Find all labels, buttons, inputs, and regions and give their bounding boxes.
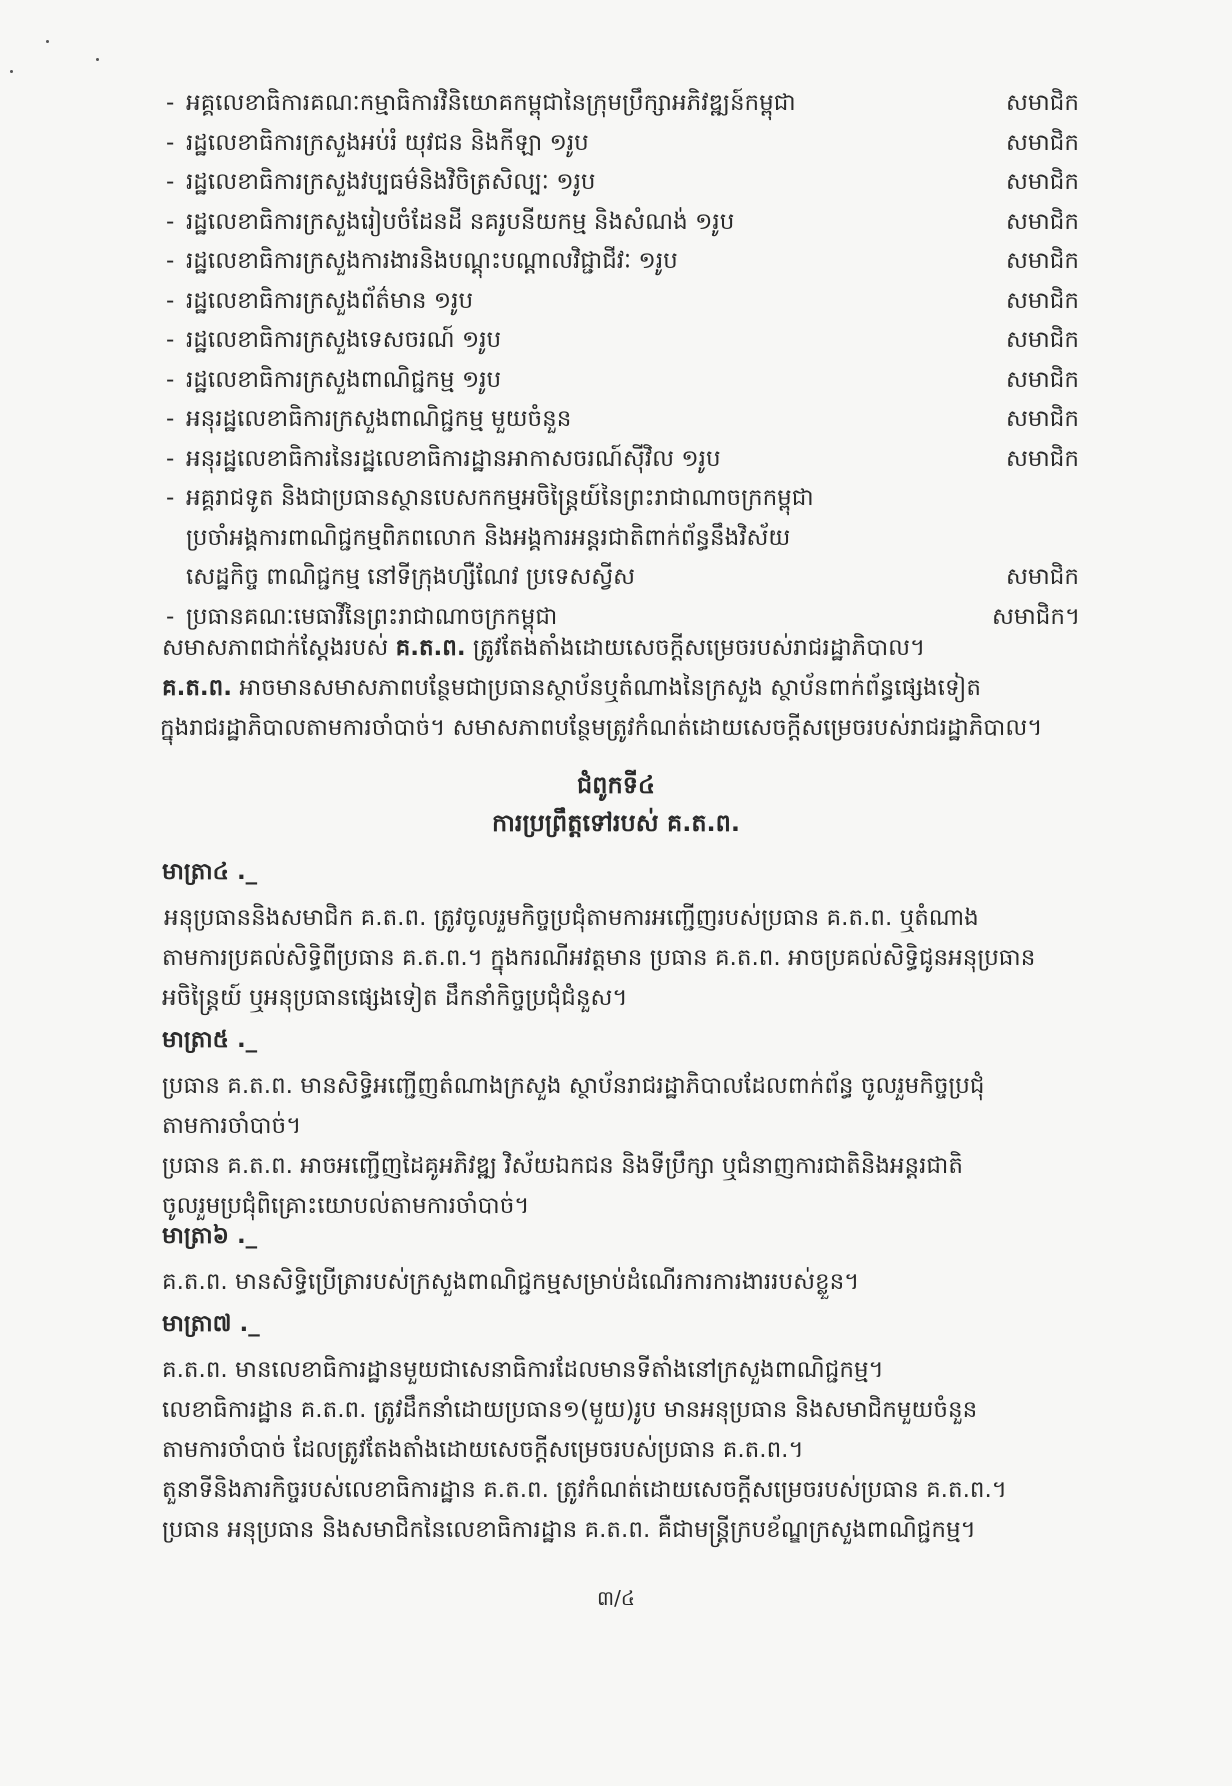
member-name: ប្រធានគណៈមេធាវីនៃព្រះរាជាណាចក្រកម្ពុជា (186, 603, 558, 630)
text-line: ប្រធាន អនុប្រធាន និងសមាជិកនៃលេខាធិការដ្ឋាន គ.ត.ព. គឺជាមន្ត្រីក្របខ័ណ្ឌក្រសួងពាណិជ្ជកម្ម។ (162, 1517, 976, 1543)
list-item (166, 361, 1096, 401)
list-item (166, 321, 1096, 361)
article-body (162, 1350, 1094, 1550)
member-name: រដ្ឋលេខាធិការក្រសួងវប្បធម៌និងវិចិត្រសិល្បៈ ១រូប (186, 169, 596, 195)
dash: - (166, 445, 175, 472)
member-role: សមាជិក (1006, 327, 1079, 353)
text-line: អនុប្រធាននិងសមាជិក គ.ត.ព. ត្រូវចូលរួមកិច្ចប្រជុំតាមការអញ្ជើញរបស់ប្រធាន គ.ត.ព. ឬតំណាង (164, 905, 979, 931)
dash: - (166, 248, 175, 274)
member-name: រដ្ឋលេខាធិការក្រសួងពាណិជ្ជកម្ម ១រូប (186, 366, 502, 393)
dash: - (166, 208, 175, 235)
list-item (166, 124, 1096, 164)
dash: - (166, 327, 175, 353)
scan-speck (96, 58, 99, 61)
list-item (166, 163, 1096, 203)
member-role: សមាជិក (1006, 406, 1079, 432)
dash: - (166, 129, 175, 156)
text-line: ក្នុងរាជរដ្ឋាភិបាលតាមការចាំបាច់។ សមាសភាពបន្ថែមត្រូវកំណត់ដោយសេចក្តីសម្រេចរបស់រាជរដ្ឋាភិបាល។ (160, 715, 1043, 741)
member-role: សមាជិក (1006, 287, 1079, 314)
text-run: សមាសភាពជាក់ស្តែងរបស់ (162, 635, 396, 661)
member-name-line: អគ្គរាជទូត និងជាប្រធានស្ថានបេសកកម្មអចិន្ត្រៃយ៍នៃព្រះរាជាណាចក្រកម្ពុជា (186, 485, 814, 511)
text-line: តួនាទីនិងភារកិច្ចរបស់លេខាធិការដ្ឋាន គ.ត.ព. ត្រូវកំណត់ដោយសេចក្តីសម្រេចរបស់ប្រធាន គ.ត.ព.។ (162, 1477, 1007, 1503)
list-item (166, 242, 1096, 282)
text-line: លេខាធិការដ្ឋាន គ.ត.ព. ត្រូវដឹកនាំដោយប្រធាន១(មួយ)រូប មានអនុប្រធាន និងសមាជិកមួយចំនួន (162, 1397, 978, 1423)
member-name-line: សេដ្ឋកិច្ច ពាណិជ្ជកម្ម នៅទីក្រុងហ្សឺណែវ ប្រទេសស្វីស (186, 564, 636, 590)
article-body (162, 898, 1094, 1018)
text-line: ចូលរួមប្រជុំពិគ្រោះយោបល់តាមការចាំបាច់។ (162, 1193, 530, 1219)
abbr-term: គ.ត.ព. (162, 675, 233, 701)
dash: - (166, 287, 175, 314)
list-item (166, 282, 1096, 322)
list-item (166, 440, 1096, 480)
membership-paragraph (162, 628, 1094, 748)
list-item (166, 203, 1096, 243)
member-role: សមាជិក (1006, 129, 1079, 156)
member-role: សមាជិក (1006, 248, 1079, 274)
member-name-block (166, 479, 1096, 598)
member-name: រដ្ឋលេខាធិការក្រសួងការងារនិងបណ្តុះបណ្តាលវិជ្ជាជីវៈ ១រូប (186, 248, 678, 274)
chapter-number: ជំពូកទី៤ (577, 771, 655, 799)
article-body (162, 1066, 1094, 1226)
scan-speck (46, 40, 49, 43)
article-heading: មាត្រា៤ ._ (162, 859, 258, 885)
member-list (166, 84, 1096, 637)
dash: - (166, 169, 175, 195)
text-run: ត្រូវតែងតាំងដោយសេចក្តីសម្រេចរបស់រាជរដ្ឋាភិបាល។ (465, 635, 926, 661)
member-name: រដ្ឋលេខាធិការក្រសួងរៀបចំដែនដី នគរូបនីយកម្ម និងសំណង់ ១រូប (186, 208, 735, 235)
dash: - (166, 485, 175, 511)
member-name: អនុរដ្ឋលេខាធិការក្រសួងពាណិជ្ជកម្ម មួយចំនួន (186, 406, 572, 432)
article-body (162, 1262, 1094, 1302)
dash: - (166, 406, 175, 432)
abbr-term: គ.ត.ព. (395, 635, 466, 661)
member-name: រដ្ឋលេខាធិការក្រសួងព័ត៌មាន ១រូប (186, 287, 474, 314)
dash: - (166, 366, 175, 393)
text-line: តាមការចាំបាច់ ដែលត្រូវតែងតាំងដោយសេចក្តីសម្រេចរបស់ប្រធាន គ.ត.ព.។ (162, 1437, 804, 1463)
member-name: អគ្គលេខាធិការគណៈកម្មាធិការវិនិយោគកម្ពុជានៃក្រុមប្រឹក្សាអភិវឌ្ឍន៍កម្ពុជា (186, 90, 796, 116)
scan-speck (10, 70, 13, 73)
member-name: អនុរដ្ឋលេខាធិការនៃរដ្ឋលេខាធិការដ្ឋានអាកាសចរណ៍ស៊ីវិល ១រូប (186, 445, 721, 472)
list-item (166, 84, 1096, 124)
member-role: សមាជិក (1006, 445, 1079, 472)
text-line: អចិន្ត្រៃយ៍ ឬអនុប្រធានផ្សេងទៀត ដឹកនាំកិច្ចប្រជុំជំនួស។ (162, 985, 628, 1011)
dash: - (166, 90, 175, 116)
member-role: សមាជិក (1006, 564, 1079, 590)
member-role: សមាជិក។ (992, 603, 1081, 630)
member-name: រដ្ឋលេខាធិការក្រសួងទេសចរណ៍ ១រូប (186, 327, 502, 353)
list-item-ambassador (166, 479, 1096, 598)
text-line: គ.ត.ព. មានសិទ្ធិប្រើត្រារបស់ក្រសួងពាណិជ្ជកម្មសម្រាប់ដំណើរការការងាររបស់ខ្លួន។ (162, 1269, 860, 1295)
text-run: អាចមានសមាសភាពបន្ថែមជាប្រធានស្ថាប័នឬតំណាងនៃក្រសួង ស្ថាប័នពាក់ព័ន្ធផ្សេងទៀត (232, 675, 981, 701)
member-role: សមាជិក (1006, 208, 1079, 235)
article-heading: មាត្រា៧ ._ (162, 1311, 260, 1337)
text-line: ប្រធាន គ.ត.ព. អាចអញ្ជើញដៃគូអភិវឌ្ឍ វិស័យឯកជន និងទីប្រឹក្សា ឬជំនាញការជាតិនិងអន្តរជាតិ (162, 1153, 963, 1179)
list-item (166, 400, 1096, 440)
member-name-line: ប្រចាំអង្គការពាណិជ្ជកម្មពិភពលោក និងអង្គការអន្តរជាតិពាក់ព័ន្ធនឹងវិស័យ (186, 524, 791, 551)
text-line: តាមការប្រគល់សិទ្ធិពីប្រធាន គ.ត.ព.។ ក្នុងករណីអវត្តមាន ប្រធាន គ.ត.ព. អាចប្រគល់សិទ្ធិជូនអនុប្រធាន (162, 945, 1036, 971)
member-role: សមាជិក (1006, 90, 1079, 116)
text-line: ប្រធាន គ.ត.ព. មានសិទ្ធិអញ្ជើញតំណាងក្រសួង ស្ថាប័នរាជរដ្ឋាភិបាលដែលពាក់ព័ន្ធ ចូលរួមកិច្ចប្រជុំ (162, 1073, 985, 1099)
article-heading: មាត្រា៥ ._ (162, 1027, 258, 1053)
article-heading: មាត្រា៦ ._ (162, 1223, 258, 1249)
page-number: ៣/៤ (597, 1586, 635, 1610)
chapter-title: ការប្រព្រឹត្តទៅរបស់ គ.ត.ព. (491, 809, 741, 837)
member-role: សមាជិក (1006, 366, 1079, 393)
text-line: គ.ត.ព. មានលេខាធិការដ្ឋានមួយជាសេនាធិការដែលមានទីតាំងនៅក្រសួងពាណិជ្ជកម្ម។ (162, 1357, 884, 1383)
member-role: សមាជិក (1006, 169, 1079, 195)
member-name: រដ្ឋលេខាធិការក្រសួងអប់រំ យុវជន និងកីឡា ១រូប (186, 129, 589, 156)
dash: - (166, 603, 175, 630)
text-line: តាមការចាំបាច់។ (162, 1113, 302, 1139)
